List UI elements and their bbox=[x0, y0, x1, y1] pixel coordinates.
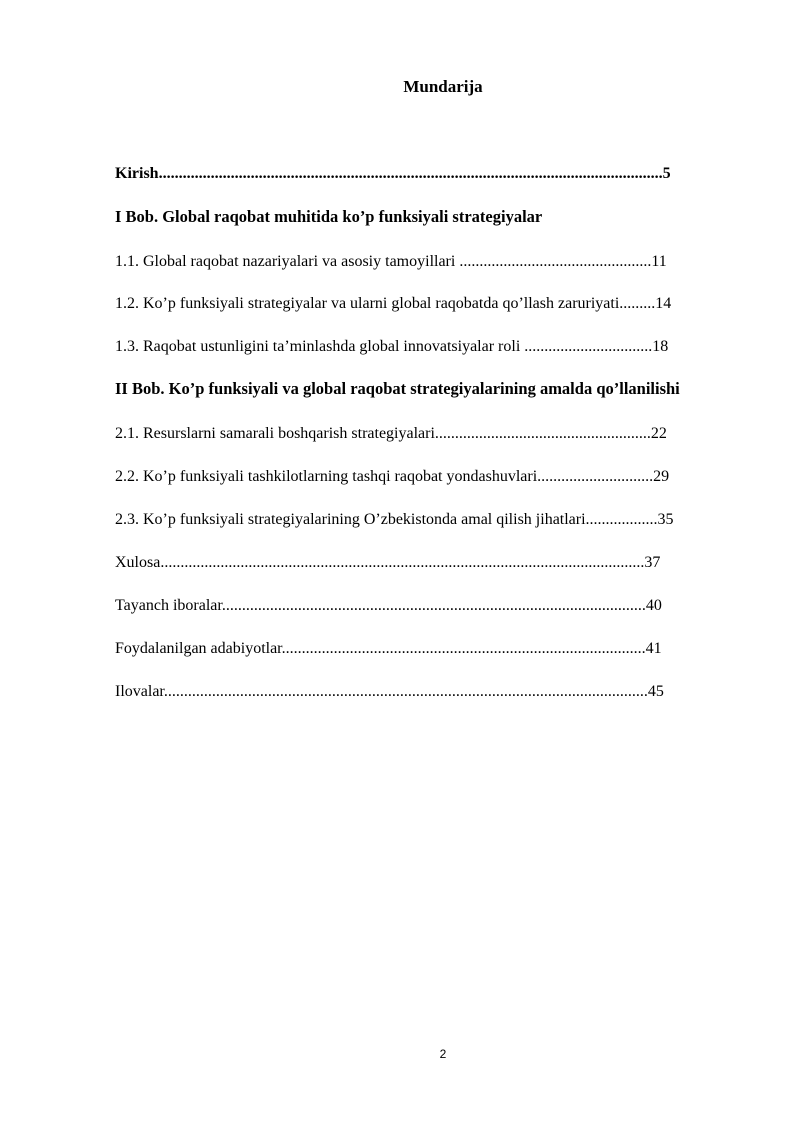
toc-entry-2-1: 2.1. Resurslarni samarali boshqarish strategiyalari......................................................22 bbox=[115, 425, 667, 442]
toc-entry-1-1: 1.1. Global raqobat nazariyalari va asosiy tamoyillari ................................................11 bbox=[115, 253, 667, 270]
toc-entry-2-2: 2.2. Ko’p funksiyali tashkilotlarning tashqi raqobat yondashuvlari.............................29 bbox=[115, 468, 670, 485]
toc-entry-1-2: 1.2. Ko’p funksiyali strategiyalar va ularni global raqobatda qo’llash zaruriyati.........14 bbox=[115, 295, 672, 312]
toc-entry-ilovalar: Ilovalar.........................................................................................................................45 bbox=[115, 683, 664, 700]
page-title: Mundarija bbox=[403, 77, 483, 96]
toc-entry-kirish: Kirish..............................................................................................................................5 bbox=[115, 165, 671, 182]
toc-entry-1-3: 1.3. Raqobat ustunligini ta’minlashda global innovatsiyalar roli ................................18 bbox=[115, 338, 669, 355]
toc-entry-2-3: 2.3. Ko’p funksiyali strategiyalarining O’zbekistonda amal qilish jihatlari..................35 bbox=[115, 511, 674, 528]
page-number: 2 bbox=[439, 1047, 447, 1061]
toc-chapter-2-heading: II Bob. Ko’p funksiyali va global raqobat strategiyalarining amalda qo’llanilishi bbox=[115, 379, 680, 398]
toc-entry-tayanch-iboralar: Tayanch iboralar..........................................................................................................40 bbox=[115, 597, 662, 614]
toc-chapter-1-heading: I Bob. Global raqobat muhitida ko’p funksiyali strategiyalar bbox=[115, 207, 543, 226]
toc-entry-xulosa: Xulosa.........................................................................................................................37 bbox=[115, 554, 661, 571]
toc-entry-foydalanilgan-adabiyotlar: Foydalanilgan adabiyotlar...........................................................................................41 bbox=[115, 640, 662, 657]
